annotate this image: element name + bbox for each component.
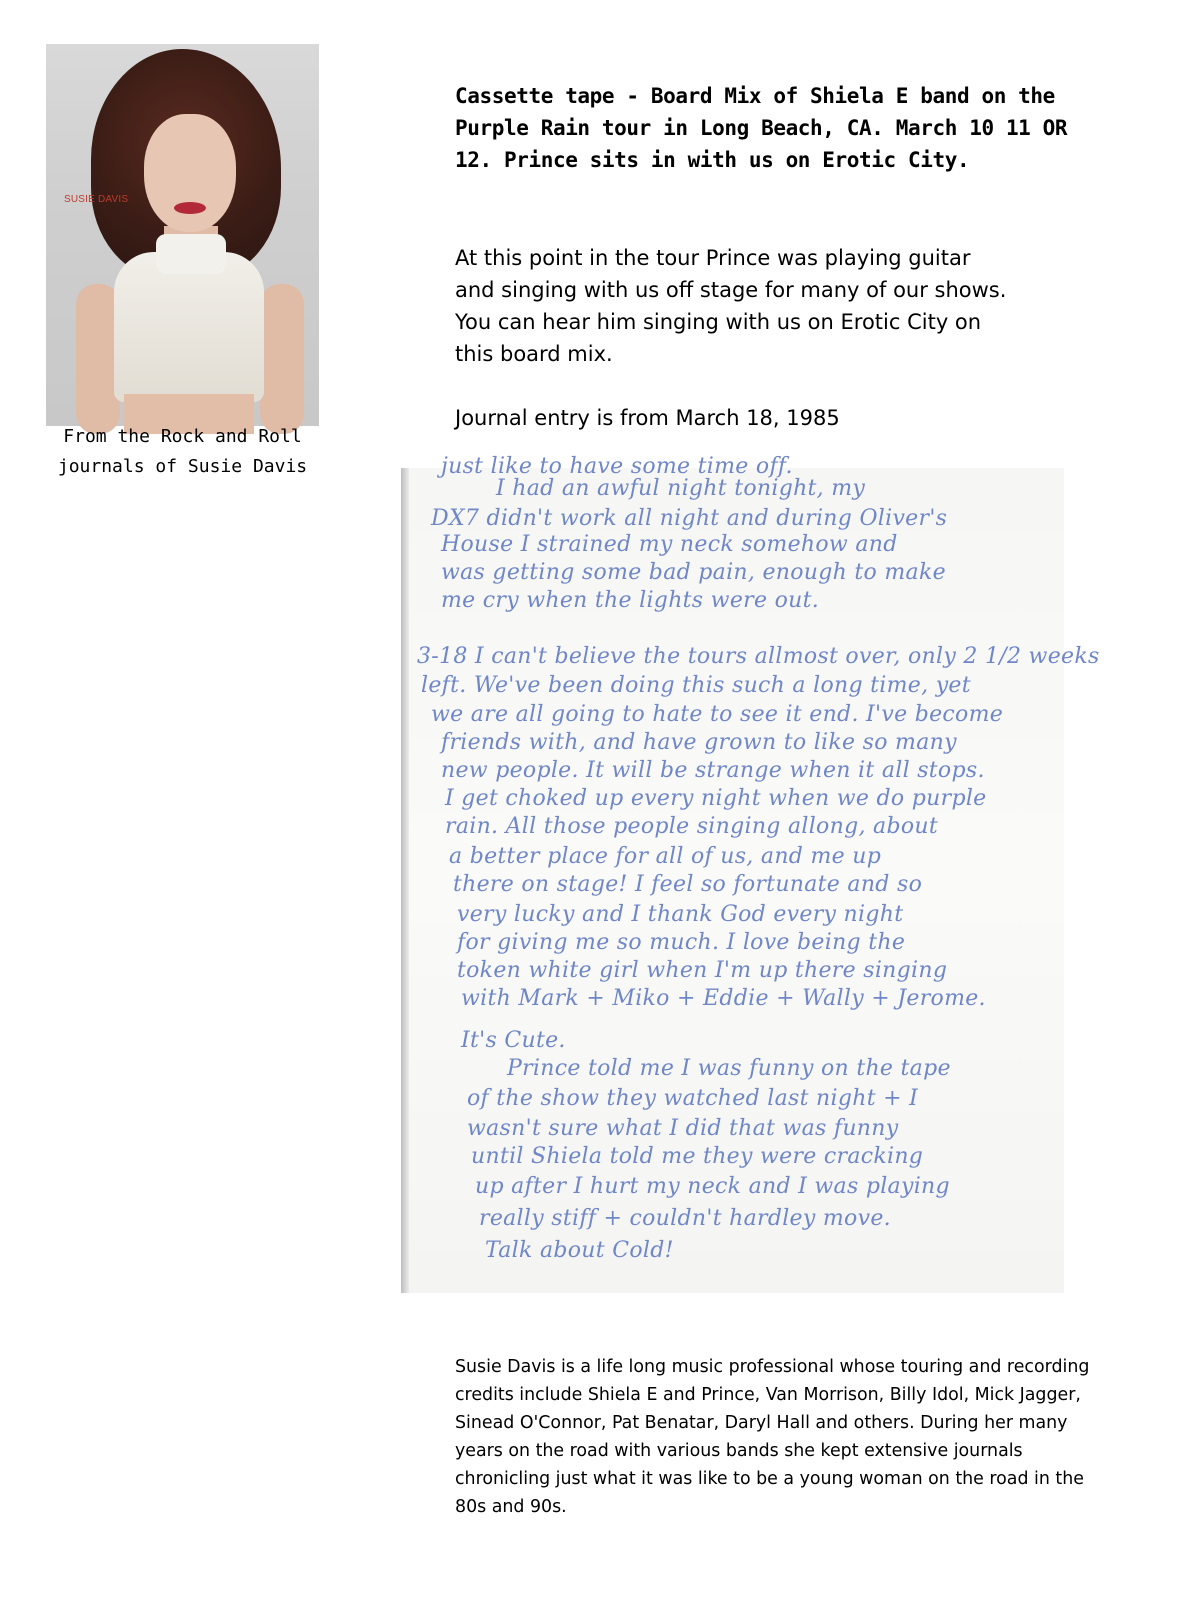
journal-line: Talk about Cold! xyxy=(485,1238,674,1263)
journal-line: wasn't sure what I did that was funny xyxy=(467,1116,899,1141)
journal-line: DX7 didn't work all night and during Oliver's xyxy=(431,506,948,531)
photo-arm-right xyxy=(260,284,304,434)
journal-line: of the show they watched last night + I xyxy=(467,1086,919,1111)
journal-line: 3-18 I can't believe the tours allmost over, only 2 1/2 weeks xyxy=(417,644,1100,669)
journal-line: with Mark + Miko + Eddie + Wally + Jerome. xyxy=(461,986,986,1011)
journal-line: a better place for all of us, and me up xyxy=(449,844,882,869)
journal-line: there on stage! I feel so fortunate and so xyxy=(453,872,923,897)
journal-line: up after I hurt my neck and I was playing xyxy=(475,1174,950,1199)
journal-line: I get choked up every night when we do purple xyxy=(445,786,987,811)
journal-line: House I strained my neck somehow and xyxy=(441,532,898,557)
journal-line: friends with, and have grown to like so many xyxy=(441,730,957,755)
journal-line: new people. It will be strange when it all stops. xyxy=(441,758,985,783)
journal-line: It's Cute. xyxy=(461,1028,566,1053)
cover-photo xyxy=(46,44,319,426)
author-bio: Susie Davis is a life long music professional whose touring and recording credits include Shiela E and Prince, Van Morrison, Billy Idol, Mick Jagger, Sinead O'Connor, Pat Benatar, Daryl Hall and others. During her many years on the road with various bands she kept extensive journals chronicling just what it was like to be a young woman on the road in the 80s and 90s. xyxy=(455,1357,1090,1517)
journal-line: very lucky and I thank God every night xyxy=(457,902,904,927)
photo-collar xyxy=(156,234,226,274)
photo-face xyxy=(144,114,236,232)
journal-line: just like to have some time off. xyxy=(441,454,793,479)
journal-line: was getting some bad pain, enough to make xyxy=(441,560,946,585)
journal-date-note: Journal entry is from March 18, 1985 xyxy=(455,406,840,430)
journal-line: we are all going to hate to see it end. I've become xyxy=(431,702,1004,727)
journal-line: token white girl when I'm up there singing xyxy=(457,958,948,983)
photo-top xyxy=(114,252,264,402)
intro-paragraph: At this point in the tour Prince was playing guitar and singing with us off stage for many of our shows. You can hear him singing with us on Erotic City on this board mix. xyxy=(455,246,1007,366)
journal-line: rain. All those people singing allong, about xyxy=(445,814,938,839)
journal-scan xyxy=(401,454,1100,1293)
journal-line: Prince told me I was funny on the tape xyxy=(507,1056,951,1081)
journal-line: left. We've been doing this such a long time, yet xyxy=(421,673,971,698)
photo-caption: From the Rock and Roll journals of Susie Davis xyxy=(57,426,308,477)
journal-line: I had an awful night tonight, my xyxy=(496,476,866,501)
journal-line: me cry when the lights were out. xyxy=(441,588,820,613)
journal-line: until Shiela told me they were cracking xyxy=(471,1144,924,1169)
journal-line: really stiff + couldn't hardley move. xyxy=(479,1206,891,1231)
photo-name-label: SUSIE DAVIS xyxy=(64,194,129,205)
journal-line: for giving me so much. I love being the xyxy=(457,930,906,955)
page-heading: Cassette tape - Board Mix of Shiela E band on the Purple Rain tour in Long Beach, CA. March 10 11 OR 12. Prince sits in with us on Erotic City. xyxy=(455,84,1068,172)
photo-lips xyxy=(174,202,206,214)
